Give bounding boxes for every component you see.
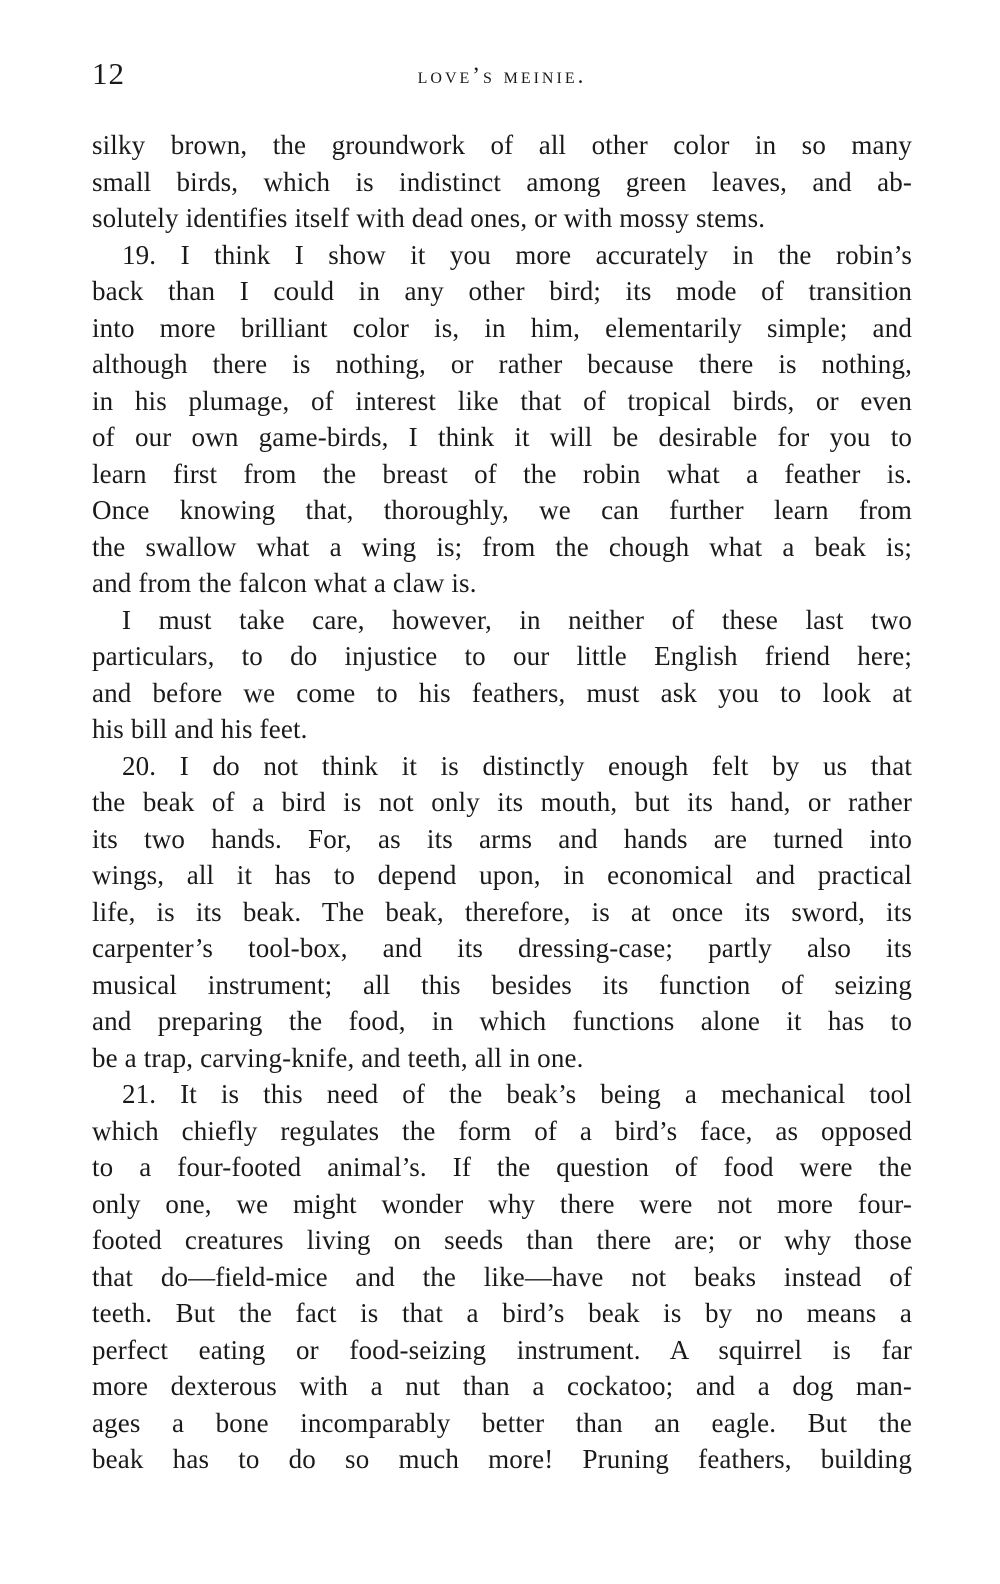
text-line: into more brilliant color is, in him, elementarily simple; and [92,312,912,343]
text-line: small birds, which is indistinct among green leaves, and ab- [92,166,912,197]
text-line: beak has to do so much more! Pruning feathers, building [92,1444,912,1474]
page-number: 12 [92,56,125,91]
text-line: musical instrument; all this besides its function of seizing [92,969,912,1000]
text-line: be a trap, carving-knife, and teeth, all in one. [92,1042,584,1073]
text-line: footed creatures living on seeds than there are; or why those [92,1225,912,1255]
body-text [92,127,912,1478]
text-line: in his plumage, of interest like that of tropical birds, or even [92,385,912,416]
text-line: I must take care, however, in neither of these last two [122,604,912,635]
text-line: particulars, to do injustice to our little English friend here; [92,641,912,671]
text-line: to a four-footed animal’s. If the question of food were the [92,1152,912,1182]
text-line: his bill and his feet. [92,714,308,744]
text-line: learn first from the breast of the robin what a feather is. [92,458,912,489]
text-line: the swallow what a wing is; from the chough what a beak is; [92,531,912,562]
text-line: more dexterous with a nut than a cockatoo; and a dog man- [92,1371,912,1401]
text-line: 20. I do not think it is distinctly enough felt by us that [122,750,912,781]
text-line: of our own game-birds, I think it will be desirable for you to [92,422,912,452]
text-line: its two hands. For, as its arms and hands are turned into [92,823,912,854]
text-line: which chiefly regulates the form of a bird’s face, as opposed [92,1115,912,1146]
text-line: solutely identifies itself with dead ones, or with mossy stems. [92,203,766,233]
page-header [92,52,912,96]
text-line: and before we come to his feathers, must ask you to look at [92,677,912,708]
text-line: 21. It is this need of the beak’s being a mechanical tool [122,1079,912,1109]
text-line: Once knowing that, thoroughly, we can further learn from [92,495,912,525]
text-line: and preparing the food, in which functions alone it has to [92,1006,912,1036]
text-line: ages a bone incomparably better than an eagle. But the [92,1407,912,1438]
text-line: perfect eating or food-seizing instrument. A squirrel is far [92,1334,912,1365]
text-line: that do—field-mice and the like—have not beaks instead of [92,1261,912,1292]
text-line: carpenter’s tool-box, and its dressing-case; partly also its [92,933,912,963]
text-line: teeth. But the fact is that a bird’s beak is by no means a [92,1298,912,1328]
text-line: and from the falcon what a claw is. [92,568,477,598]
text-line: back than I could in any other bird; its mode of transition [92,276,912,306]
text-line: the beak of a bird is not only its mouth, but its hand, or rather [92,787,912,817]
text-line: only one, we might wonder why there were not more four- [92,1188,912,1219]
text-line: 19. I think I show it you more accurately in the robin’s [122,239,912,270]
text-line: silky brown, the groundwork of all other color in so many [92,130,912,160]
text-line: wings, all it has to depend upon, in economical and practical [92,860,912,890]
running-title: love’s meinie. [417,63,587,88]
text-line: life, is its beak. The beak, therefore, is at once its sword, its [92,896,912,927]
text-line: although there is nothing, or rather because there is nothing, [92,349,912,379]
